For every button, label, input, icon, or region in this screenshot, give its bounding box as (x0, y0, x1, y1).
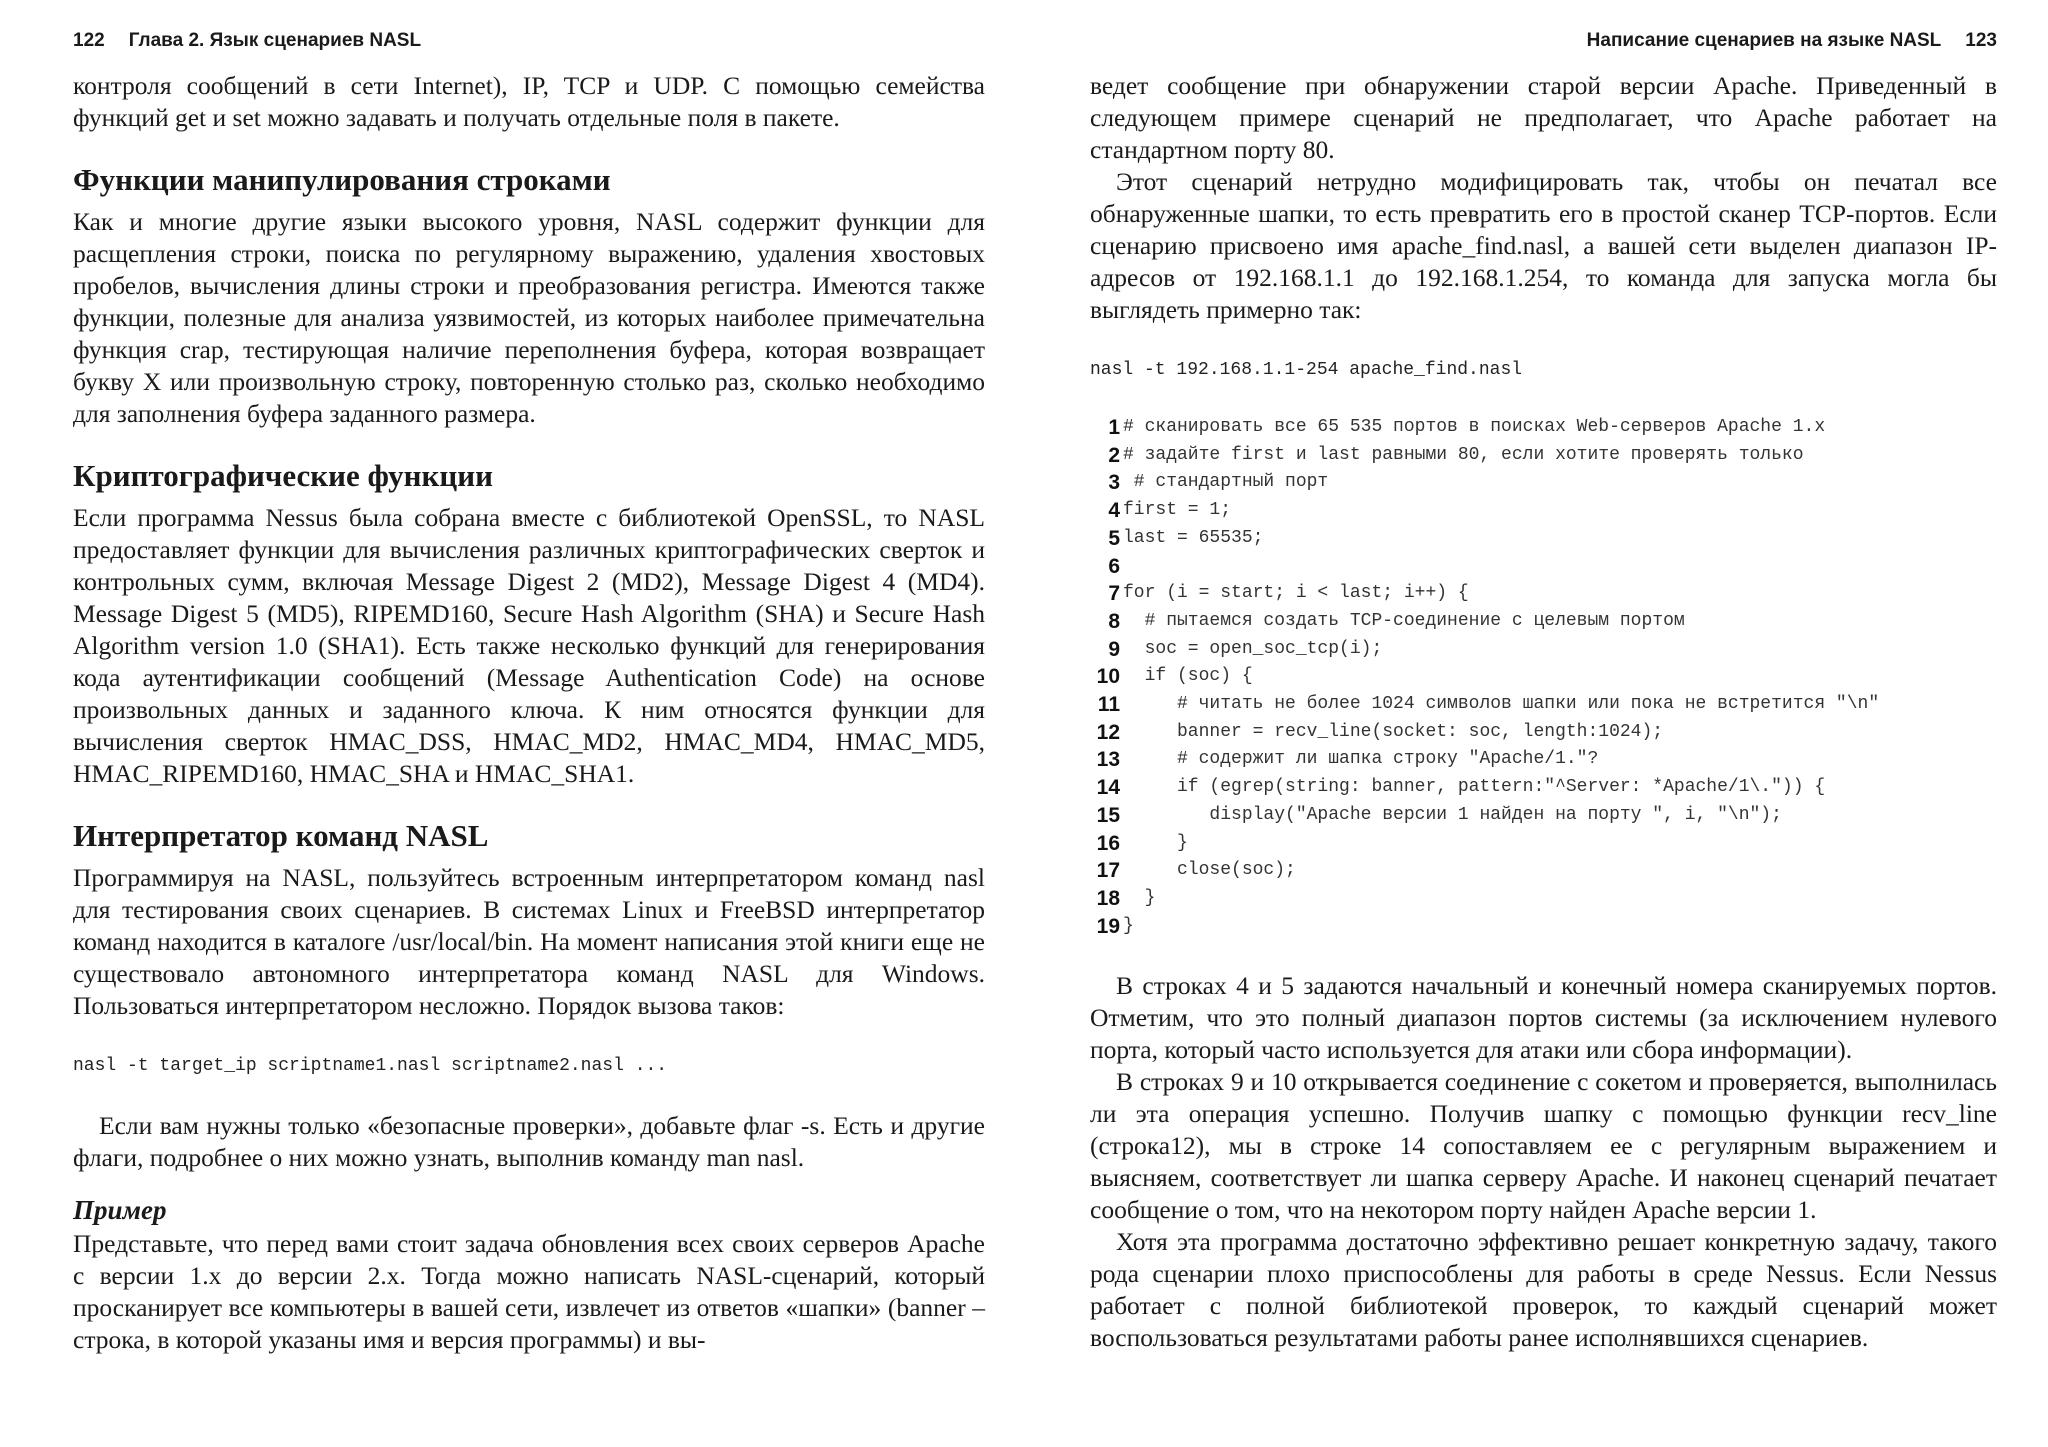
code-line-number: 19 (1096, 914, 1120, 938)
code-line (1090, 553, 1997, 581)
code-line-text: if (soc) { (1123, 666, 1253, 687)
code-line (1090, 608, 1997, 636)
left-page-number: 122 (73, 30, 105, 51)
code-line (1090, 857, 1997, 885)
code-line-number: 4 (1108, 499, 1120, 523)
interpreter-command: nasl -t target_ip scriptname1.nasl scriptname2.nasl ... (73, 1056, 668, 1076)
code-line-number: 8 (1108, 609, 1120, 633)
scan-command: nasl -t 192.168.1.1-254 apache_find.nasl (1090, 360, 1523, 380)
safe-checks-paragraph: Если вам нужны только «безопасные проверки», добавьте флаг -s. Есть и другие флаги, подробнее о них можно узнать, выполнив команду man nasl. (73, 1111, 985, 1172)
lines-4-5-paragraph: В строках 4 и 5 задаются начальный и конечный номера сканируемых портов. Отметим, что это полный диапазон портов системы (за исключением нулевого порта, который часто используется для атаки или сбора информации). (1090, 971, 1997, 1065)
code-line-text: # содержит ли шапка строку "Apache/1."? (1123, 749, 1599, 770)
left-running-title: Глава 2. Язык сценариев NASL (128, 30, 422, 51)
lines-9-10-paragraph: В строках 9 и 10 открывается соединение с сокетом и проверяется, выполнилась ли эта операция успешно. Получив шапку с помощью функции recv_line (строка12), мы в строке 14 сопоставляем ее с регулярным выражением и выясняем, соответствует ли шапка серверу Apache. И наконец сценарий печатает сообщение о том, что на некотором порту найден Apache версии 1. (1090, 1067, 1997, 1225)
code-line-number: 18 (1096, 886, 1120, 910)
code-line (1090, 469, 1997, 497)
code-line-number: 3 (1108, 471, 1120, 495)
code-line-text: last = 65535; (1123, 527, 1264, 548)
code-line-text: # стандартный порт (1123, 472, 1329, 493)
final-paragraph: Хотя эта программа достаточно эффективно решает конкретную задачу, такого рода сценарии плохо приспособлены для работы в среде Nessus. Если Nessus работает с полной библиотекой проверок, то каждый сценарий может воспользоваться результатами работы ранее исполнявшихся сценариев. (1090, 1227, 1997, 1353)
example-paragraph: Представьте, что перед вами стоит задача обновления всех своих серверов Apache с версии 1.x до версии 2.x. Тогда можно написать NASL-сценарий, который просканирует все компьютеры в вашей сети, извлечет из ответов «шапки» (banner – строка, в которой указаны имя и версия программы) и вы- (73, 1229, 985, 1354)
code-line-number: 1 (1108, 416, 1120, 439)
code-line-text: close(soc); (1123, 860, 1296, 881)
code-line-number: 11 (1097, 693, 1120, 717)
code-line-text: soc = open_soc_tcp(i); (1123, 638, 1383, 659)
right-running-title: Написание сценариев на языке NASL (1586, 30, 1942, 51)
code-line-text: for (i = start; i < last; i++) { (1123, 583, 1469, 604)
code-line (1090, 746, 1997, 774)
code-line-text: if (egrep(string: banner, pattern:"^Server: *Apache/1\.")) { (1123, 777, 1826, 798)
code-line (1090, 663, 1997, 691)
code-line-number: 13 (1096, 748, 1120, 772)
code-line-text: # задайте first и last равными 80, если хотите проверять только (1123, 444, 1804, 465)
code-line-text: } (1123, 887, 1156, 908)
code-line-text: banner = recv_line(socket: soc, length:1024); (1123, 721, 1664, 742)
code-line-number: 7 (1108, 582, 1120, 606)
code-line (1090, 497, 1997, 525)
code-line (1090, 913, 1997, 941)
code-line (1090, 442, 1997, 470)
code-line (1090, 830, 1997, 858)
crypto-paragraph: Если программа Nessus была собрана вместе с библиотекой OpenSSL, то NASL предоставляет функции для вычисления различных криптографических сверток и контрольных сумм, включая Message Digest 2 (MD2), Message Digest 4 (MD4). Message Digest 5 (MD5), RIPEMD160, Secure Hash Algorithm (SHA) и Secure Hash Algorithm version 1.0 (SHA1). Есть также несколько функций для генерирования кода аутентификации сообщений (Message Authentication Code) на основе произвольных данных и заданного ключа. К ним относятся функции для вычисления сверток HMAC_DSS, HMAC_MD2, HMAC_MD4, HMAC_MD5, HMAC_RIPEMD160, HMAC_SHA и HMAC_SHA1. (73, 503, 985, 788)
right-running-head (1587, 30, 1997, 52)
section-heading-crypto: Криптографические функции (73, 458, 493, 493)
code-line-number: 6 (1108, 554, 1120, 578)
code-line-text: # читать не более 1024 символов шапки или пока не встретится "\n" (1123, 694, 1880, 715)
code-line (1090, 636, 1997, 664)
example-heading: Пример (73, 1195, 167, 1225)
code-line-text: } (1123, 832, 1188, 853)
code-line-number: 15 (1096, 803, 1120, 827)
code-line (1090, 774, 1997, 802)
code-line-number: 12 (1096, 720, 1120, 744)
code-line-number: 10 (1096, 665, 1120, 689)
continuation-paragraph: ведет сообщение при обнаружении старой версии Apache. Приведенный в следующем примере сценарий не предполагает, что Apache работает на стандартном порту 80. (1090, 71, 1997, 164)
code-line-number: 9 (1108, 637, 1120, 661)
section-heading-interpreter: Интерпретатор команд NASL (73, 818, 489, 853)
code-line (1090, 580, 1997, 608)
code-line-number: 16 (1096, 831, 1120, 855)
code-line-text: # сканировать все 65 535 портов в поисках Web-серверов Apache 1.x (1123, 417, 1826, 437)
code-line-text: } (1123, 915, 1134, 936)
code-line-text: first = 1; (1123, 500, 1232, 521)
intro-paragraph: контроля сообщений в сети Internet), IP, TCP и UDP. С помощью семейства функций get и set можно задавать и получать отдельные поля в пакете. (73, 71, 985, 132)
modify-paragraph: Этот сценарий нетрудно модифицировать так, чтобы он печатал все обнаруженные шапки, то есть превратить его в простой сканер TCP-портов. Если сценарию присвоено имя apache_find.nasl, а вашей сети выделен диапазон IP-адресов от 192.168.1.1 до 192.168.1.254, то команда для запуска могла бы выглядеть примерно так: (1090, 167, 1997, 324)
code-line-number: 5 (1108, 526, 1120, 550)
interpreter-paragraph: Программируя на NASL, пользуйтесь встроенным интерпретатором команд nasl для тестирования своих сценариев. В системах Linux и FreeBSD интерпретатор команд находится в каталоге /usr/local/bin. На момент написания этой книги еще не существовало автономного интерпретатора команд NASL для Windows. Пользоваться интерпретатором несложно. Порядок вызова таков: (73, 863, 985, 1020)
right-page-number: 123 (1965, 30, 1997, 51)
code-line (1090, 802, 1997, 830)
code-line-text: # пытаемся создать TCP-соединение с целевым портом (1123, 610, 1685, 631)
code-line (1090, 525, 1997, 553)
code-line (1090, 414, 1997, 442)
code-line-text: display("Apache версии 1 найден на порту ", i, "\n"); (1123, 804, 1782, 825)
strings-paragraph: Как и многие другие языки высокого уровня, NASL содержит функции для расщепления строки, поиска по регулярному выражению, удаления хвостовых пробелов, вычисления длины строки и преобразования регистра. Имеются также функции, полезные для анализа уязвимостей, из которых наиболее примечательна функция crap, тестирующая наличие переполнения буфера, которая возвращает букву X или произвольную строку, повторенную столько раз, сколько необходимо для заполнения буфера заданного размера. (73, 207, 985, 428)
code-line-number: 17 (1096, 859, 1120, 883)
code-listing (1090, 414, 1997, 940)
code-line (1090, 691, 1997, 719)
code-line (1090, 885, 1997, 913)
left-running-head (73, 30, 421, 52)
code-line-number: 14 (1096, 776, 1120, 800)
code-line (1090, 719, 1997, 747)
code-line-number: 2 (1108, 443, 1120, 467)
section-heading-strings: Функции манипулирования строками (73, 162, 611, 197)
